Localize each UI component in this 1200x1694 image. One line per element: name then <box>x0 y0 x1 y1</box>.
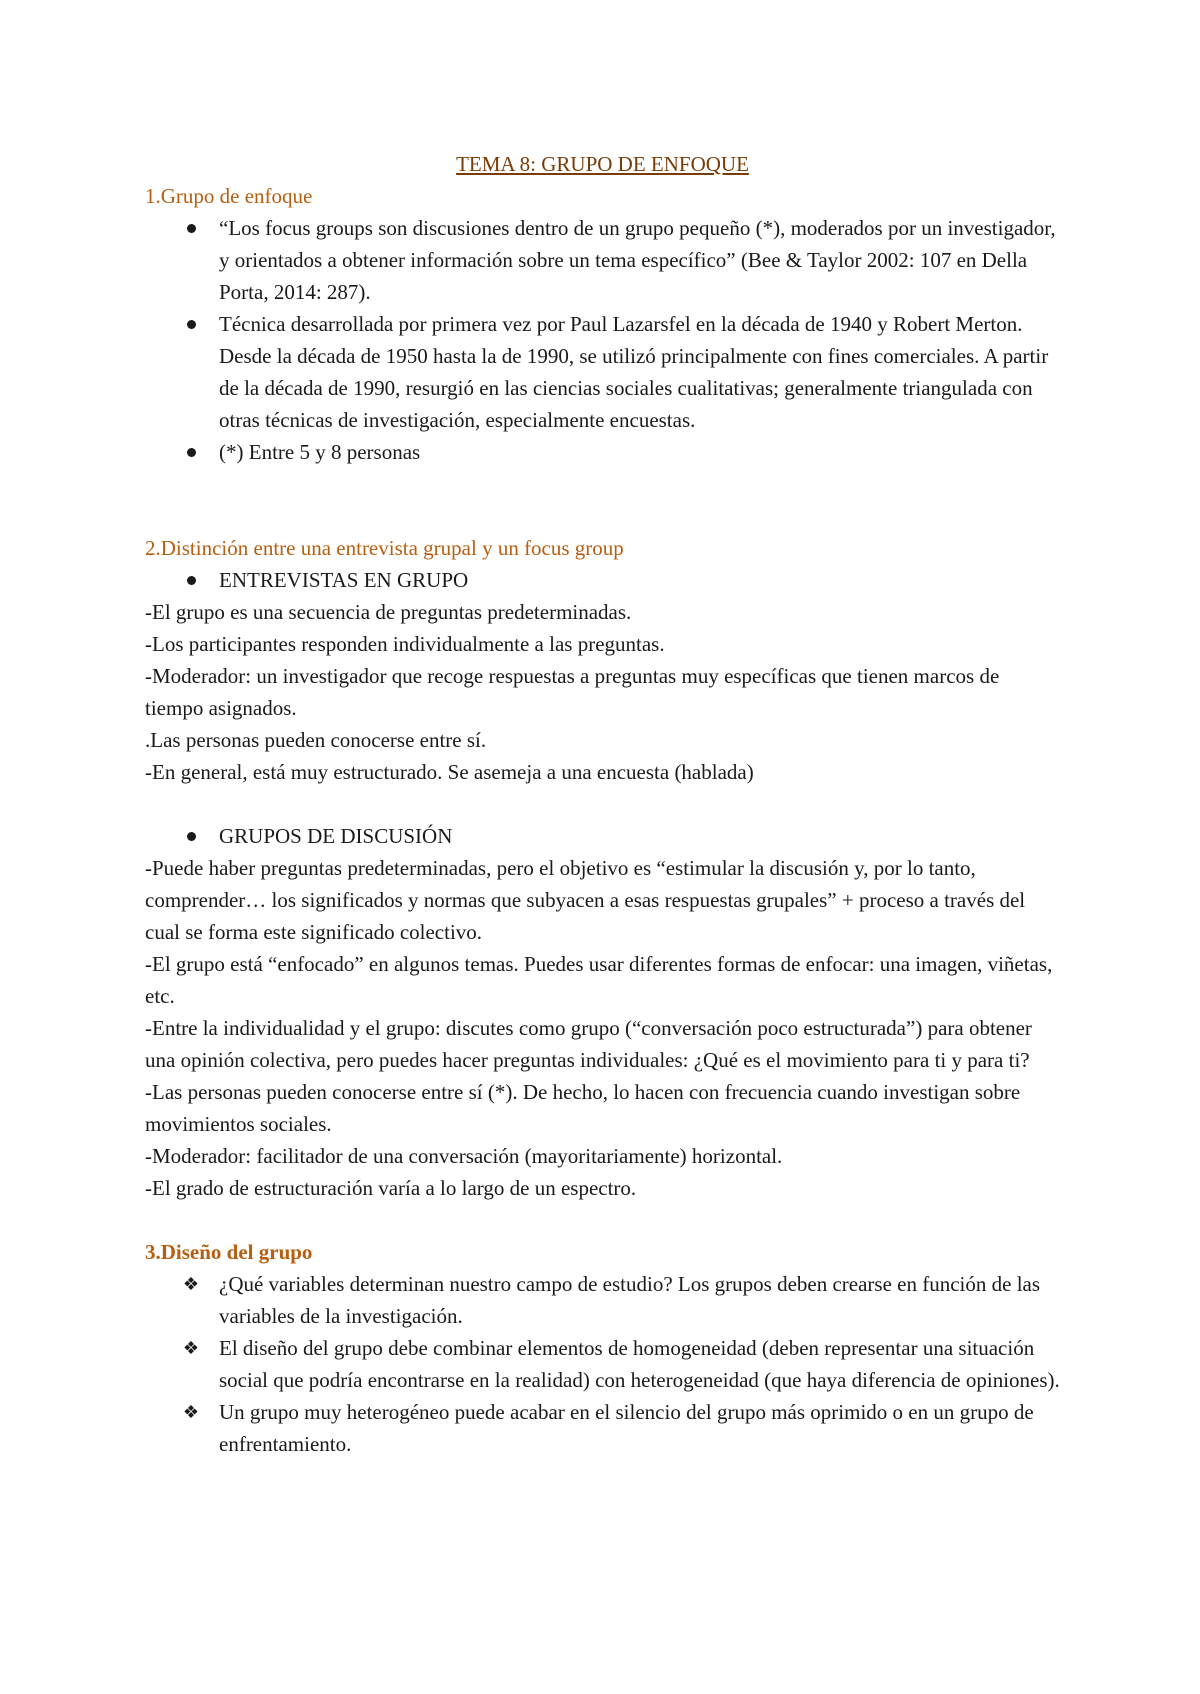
list-item <box>219 212 1060 308</box>
list-item <box>182 1396 1060 1460</box>
list-item <box>219 436 1060 468</box>
section-3-heading: 3.Diseño del grupo <box>145 1240 313 1264</box>
discussion-groups-body <box>145 852 1060 1204</box>
paragraph: .Las personas pueden conocerse entre sí. <box>145 728 487 752</box>
diamond-bullet-icon: ❖ <box>182 1274 200 1294</box>
list-item <box>182 1268 1060 1332</box>
list-item-text: Técnica desarrollada por primera vez por Paul Lazarsfel en la década de 1940 y Robert Merton. Desde la década de 1950 hasta la de 1990, se utilizó principalmente con fines comerciales. A partir de la década de 1990, resurgió en las ciencias sociales cualitativas; generalmente triangulada con otras técnicas de investigación, especialmente encuestas. <box>219 312 1049 432</box>
bullet-dot-icon <box>181 820 201 852</box>
spacer <box>145 788 1060 820</box>
section-3-list <box>145 1268 1060 1460</box>
paragraph: -Moderador: facilitador de una conversación (mayoritariamente) horizontal. <box>145 1144 783 1168</box>
spacer <box>145 468 1060 532</box>
list-item-text: ENTREVISTAS EN GRUPO <box>219 568 469 592</box>
section-2-heading: 2.Distinción entre una entrevista grupal y un focus group <box>145 536 624 560</box>
paragraph: -El grupo es una secuencia de preguntas predeterminadas. <box>145 600 632 624</box>
paragraph: -El grado de estructuración varía a lo largo de un espectro. <box>145 1176 637 1200</box>
discussion-groups-bullet <box>145 820 1060 852</box>
page-title: TEMA 8: GRUPO DE ENFOQUE <box>456 152 749 176</box>
list-item <box>219 308 1060 436</box>
list-item-text: El diseño del grupo debe combinar elementos de homogeneidad (deben representar una situación social que podría encontrarse en la realidad) con heterogeneidad (que haya diferencia de opiniones). <box>219 1336 1060 1392</box>
list-item-text: ¿Qué variables determinan nuestro campo de estudio? Los grupos deben crearse en función de las variables de la investigación. <box>219 1272 1041 1328</box>
paragraph: -Entre la individualidad y el grupo: discutes como grupo (“conversación poco estructurada”) para obtener una opinión colectiva, pero puedes hacer preguntas individuales: ¿Qué es el movimiento para ti y para ti? <box>145 1016 1032 1072</box>
list-item-text: GRUPOS DE DISCUSIÓN <box>219 824 453 848</box>
paragraph: -Puede haber preguntas predeterminadas, pero el objetivo es “estimular la discusión y, por lo tanto, comprender… los significados y normas que subyacen a esas respuestas grupales” + proceso a través del cual se forma este significado colectivo. <box>145 856 1026 944</box>
list-item-text: (*) Entre 5 y 8 personas <box>219 440 421 464</box>
diamond-bullet-icon: ❖ <box>182 1402 200 1422</box>
bullet-dot-icon <box>181 212 201 244</box>
paragraph: -Los participantes responden individualmente a las preguntas. <box>145 632 665 656</box>
bullet-dot-icon <box>181 308 201 340</box>
list-item <box>182 1332 1060 1396</box>
paragraph: -En general, está muy estructurado. Se asemeja a una encuesta (hablada) <box>145 760 754 784</box>
list-item-text: “Los focus groups son discusiones dentro de un grupo pequeño (*), moderados por un investigador, y orientados a obtener información sobre un tema específico” (Bee & Taylor 2002: 107 en Della Porta, 2014: 287). <box>219 216 1056 304</box>
paragraph: -El grupo está “enfocado” en algunos temas. Puedes usar diferentes formas de enfocar: una imagen, viñetas, etc. <box>145 952 1053 1008</box>
list-item <box>219 820 1060 852</box>
paragraph: -Las personas pueden conocerse entre sí (*). De hecho, lo hacen con frecuencia cuando investigan sobre movimientos sociales. <box>145 1080 1021 1136</box>
bullet-dot-icon <box>181 436 201 468</box>
paragraph: -Moderador: un investigador que recoge respuestas a preguntas muy específicas que tienen marcos de tiempo asignados. <box>145 664 1000 720</box>
bullet-dot-icon <box>181 564 201 596</box>
group-interviews-bullet <box>145 564 1060 596</box>
spacer <box>145 1204 1060 1236</box>
group-interviews-body <box>145 596 1060 788</box>
list-item-text: Un grupo muy heterogéneo puede acabar en el silencio del grupo más oprimido o en un grupo de enfrentamiento. <box>219 1400 1034 1456</box>
diamond-bullet-icon: ❖ <box>182 1338 200 1358</box>
list-item <box>219 564 1060 596</box>
section-1-heading: 1.Grupo de enfoque <box>145 184 313 208</box>
section-1-list <box>145 212 1060 468</box>
